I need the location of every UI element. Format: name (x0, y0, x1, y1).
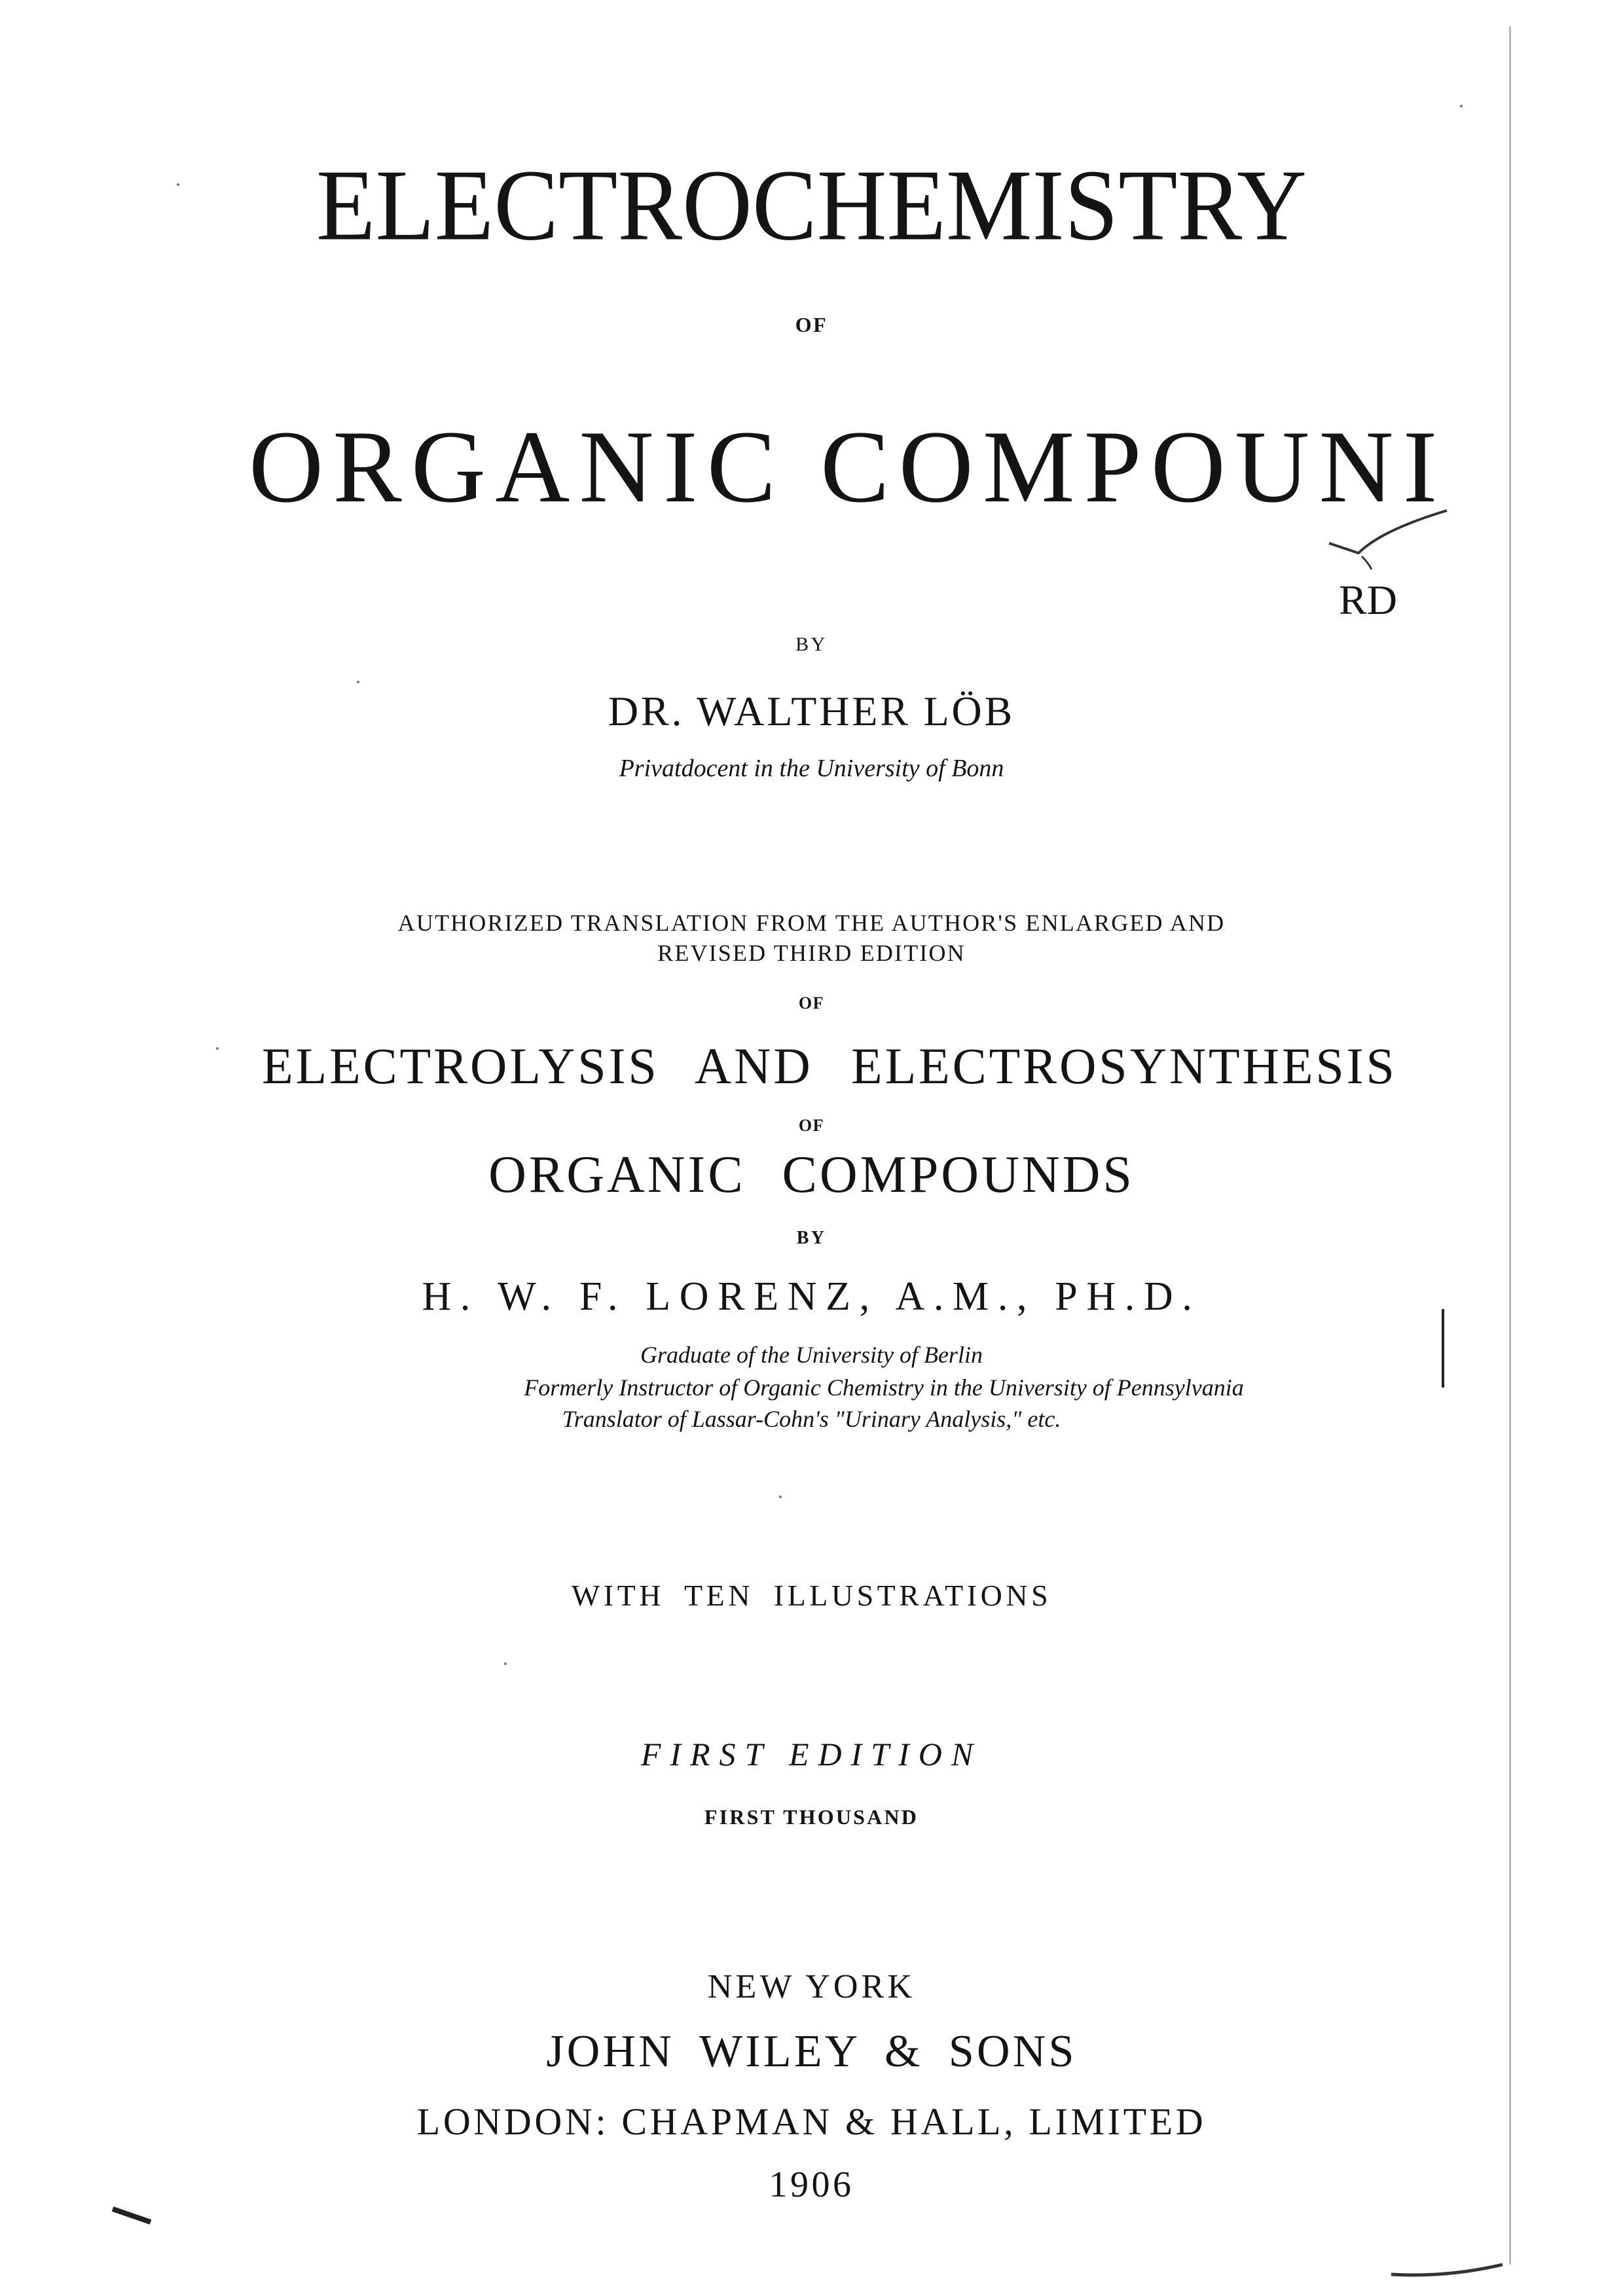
of-label-1: OF (795, 313, 828, 336)
by-label-1: BY (795, 634, 828, 655)
publisher-name: JOHN WILEY & SONS (546, 2026, 1077, 2077)
translator-credit-3: Translator of Lassar-Cohn's "Urinary Analysis," etc. (562, 1406, 1061, 1432)
scan-smudge (1388, 2261, 1506, 2281)
of-label-2: OF (798, 994, 825, 1013)
margin-bracket (1438, 1309, 1444, 1388)
scan-speck (357, 681, 359, 683)
subject-title: ORGANIC COMPOUNI (249, 410, 1447, 524)
author-affiliation: Privatdocent in the University of Bonn (619, 755, 1004, 782)
publication-year: 1906 (769, 2164, 854, 2205)
printing-line: FIRST THOUSAND (704, 1805, 919, 1829)
scan-smudge (111, 2202, 157, 2229)
scan-speck (177, 183, 179, 186)
translator-credit-2: Formerly Instructor of Organic Chemistry in the University of Pennsylvania (524, 1374, 1244, 1401)
main-title: ELECTROCHEMISTRY (316, 149, 1307, 262)
edition-line: FIRST EDITION (640, 1736, 983, 1772)
author-name: DR. WALTHER LÖB (608, 688, 1015, 734)
translation-line-2: REVISED THIRD EDITION (657, 940, 966, 966)
scan-speck (1460, 105, 1463, 107)
illustrations-line: WITH TEN ILLUSTRATIONS (571, 1579, 1052, 1612)
page-edge-shadow (1509, 26, 1511, 2265)
by-label-2: BY (796, 1228, 827, 1248)
translation-line-1: AUTHORIZED TRANSLATION FROM THE AUTHOR'S ENLARGED AND (397, 910, 1226, 936)
of-label-3: OF (798, 1116, 825, 1135)
scan-speck (216, 1047, 219, 1050)
translator-credit-1: Graduate of the University of Berlin (640, 1342, 983, 1368)
handwritten-mark (1322, 504, 1453, 576)
scan-speck (504, 1662, 507, 1665)
publisher-city: NEW YORK (707, 1968, 916, 2005)
scan-speck (779, 1496, 782, 1498)
source-title-2: ORGANIC COMPOUNDS (488, 1146, 1135, 1204)
london-publisher: LONDON: CHAPMAN & HALL, LIMITED (416, 2100, 1207, 2143)
translator-name: H. W. F. LORENZ, A.M., PH.D. (422, 1274, 1201, 1319)
source-title-1: ELECTROLYSIS AND ELECTROSYNTHESIS (262, 1037, 1397, 1094)
stray-fragment: RD (1339, 577, 1397, 623)
